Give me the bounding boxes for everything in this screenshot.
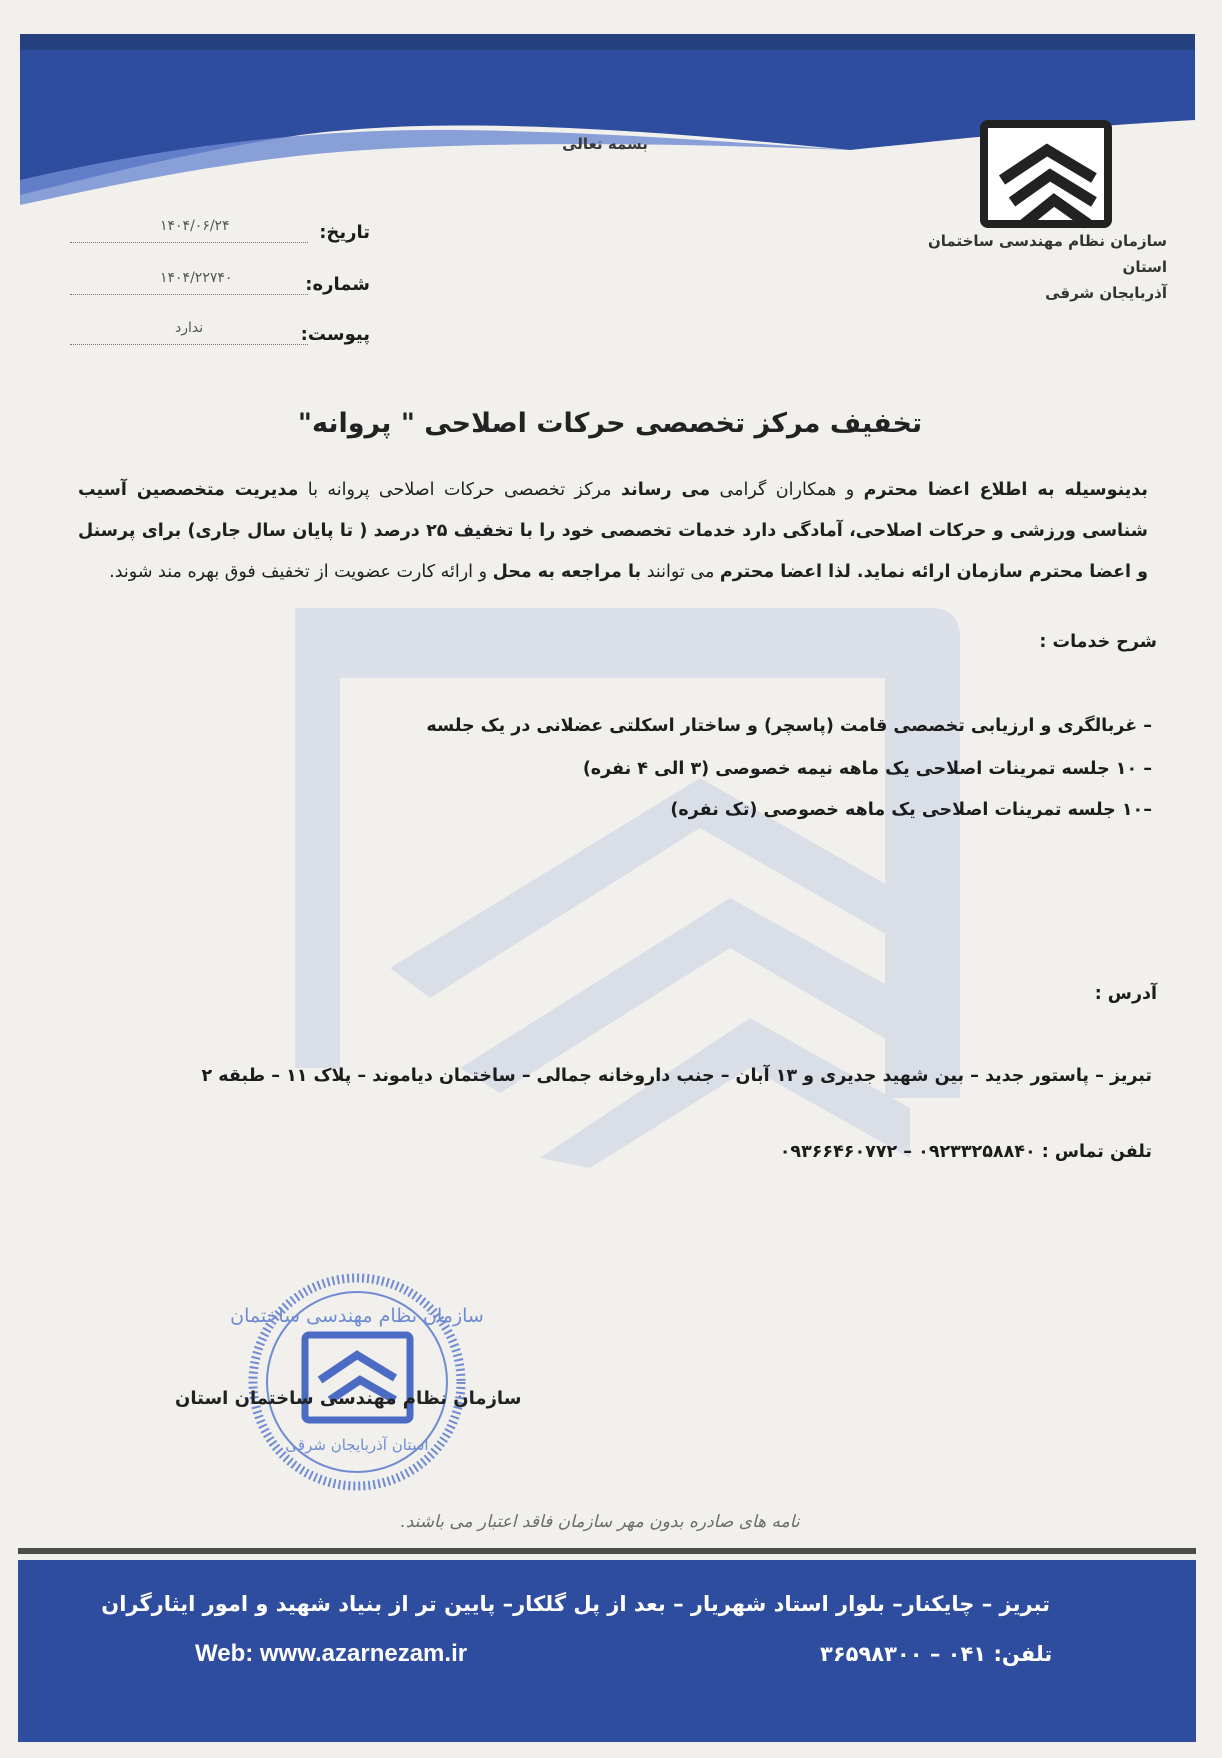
attachment-underline [70, 344, 308, 345]
body-part-8: لذا اعضا محترم [719, 562, 851, 582]
validity-notice: نامه های صادره بدون مهر سازمان فاقد اعتبار می باشند. [400, 1512, 800, 1532]
number-label: شماره: [305, 274, 370, 295]
body-part-2: اعضا محترم [863, 480, 970, 500]
number-value: ۱۴۰۴/۲۲۷۴۰ [160, 270, 233, 286]
date-label: تاریخ: [319, 222, 370, 243]
body-part-7: خدمات تخصصی خود را با تخفیف ۲۵ درصد ( تا پایان سال جاری) برای پرسنل و اعضا محترم سازمان ارائه نماید. [78, 521, 1148, 582]
address-heading: آدرس : [1094, 984, 1157, 1004]
number-field [70, 270, 370, 304]
organization-name-line2: آذربایجان شرقی [1045, 284, 1167, 302]
body-part-10: با مراجعه به محل [492, 562, 642, 582]
attachment-field [70, 320, 370, 354]
number-underline [70, 294, 308, 295]
letter-body-paragraph [78, 470, 1148, 593]
body-part-6: مدیریت متخصصین آسیب شناسی ورزشی و حرکات اصلاحی، آمادگی دارد [78, 480, 1148, 541]
footer-phone-label: تلفن: [993, 1642, 1053, 1666]
attachment-value: ندارد [175, 320, 204, 336]
date-value: ۱۴۰۴/۰۶/۲۴ [160, 218, 230, 234]
body-part-3: و همکاران گرامی [710, 480, 864, 500]
stamp-bottom-text: استان آذربایجان شرقی [285, 1436, 429, 1454]
service-item: – غربالگری و ارزیابی تخصصی قامت (پاسچر) و ساختار اسکلتی عضلانی در یک جلسه [426, 716, 1152, 736]
footer-address: تبریز – چایکنار– بلوار استاد شهریار – بعد از پل گلکار– پایین تر از بنیاد شهید و امور ایثارگران [101, 1592, 1050, 1616]
body-part-4: می رساند [621, 480, 711, 500]
organization-name [887, 228, 1167, 306]
organization-stamp-icon [230, 1270, 484, 1495]
contact-numbers: ۰۹۲۳۳۲۵۸۸۴۰ – ۰۹۳۶۶۴۶۰۷۷۲ [779, 1142, 1036, 1162]
attachment-label: پیوست: [300, 324, 370, 345]
stamp-top-text: سازمان نظام مهندسی ساختمان [230, 1305, 484, 1327]
service-item: –۱۰ جلسه تمرینات اصلاحی یک ماهه خصوصی (تک نفره) [670, 800, 1152, 820]
services-heading: شرح خدمات : [1039, 632, 1157, 652]
date-underline [70, 242, 308, 243]
body-part-5: مرکز تخصصی حرکات اصلاحی پروانه با [298, 480, 622, 500]
body-part-9: می توانند [641, 562, 720, 582]
organization-name-line1: سازمان نظام مهندسی ساختمان استان [928, 232, 1167, 276]
footer-website: Web: www.azarnezam.ir [195, 1640, 468, 1667]
organization-logo-icon [982, 120, 1112, 230]
address-text: تبریز – پاستور جدید – بین شهید جدیری و ۱۳ آبان – جنب داروخانه جمالی – ساختمان دیاموند – پلاک ۱۱ – طبقه ۲ [201, 1066, 1152, 1086]
contact-phones [780, 1142, 1152, 1162]
contact-label: تلفن تماس : [1041, 1142, 1152, 1162]
body-part-1: بدینوسیله به اطلاع [969, 480, 1148, 500]
footer-rule [18, 1548, 1196, 1554]
letter-title: تخفیف مرکز تخصصی حرکات اصلاحی " پروانه" [297, 408, 923, 439]
footer-phone-value: ۰۴۱ – ۳۶۵۹۸۳۰۰ [820, 1642, 987, 1666]
service-item: – ۱۰ جلسه تمرینات اصلاحی یک ماهه نیمه خصوصی (۳ الی ۴ نفره) [582, 759, 1152, 779]
date-field [70, 218, 370, 252]
footer-phone [820, 1642, 1052, 1666]
bismillah-text: بسمه تعالی [562, 135, 648, 153]
body-part-11: و ارائه کارت عضویت از تخفیف فوق بهره مند شوند. [109, 562, 493, 582]
signature-text: سازمان نظام مهندسی ساختمان استان [175, 1388, 522, 1409]
